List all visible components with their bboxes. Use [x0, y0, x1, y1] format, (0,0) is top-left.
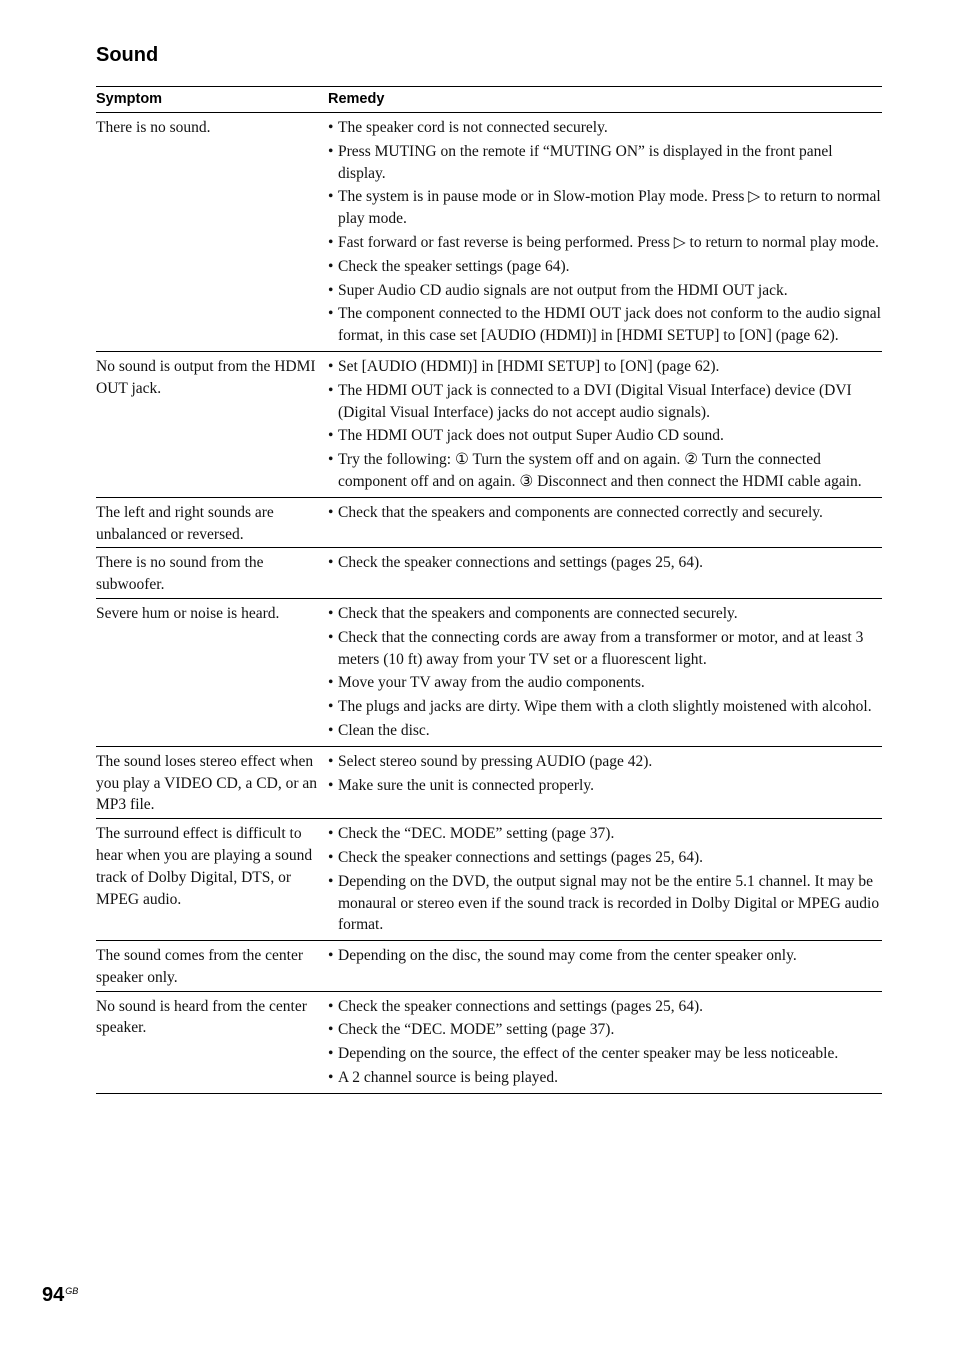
remedy-list	[328, 945, 882, 967]
remedy-cell	[328, 941, 882, 992]
symptom-cell: No sound is output from the HDMI OUT jack.	[96, 351, 328, 497]
page-number: $94^{GB}$	[42, 1284, 79, 1306]
table-body	[96, 113, 882, 1094]
remedy-list	[328, 751, 882, 797]
remedy-cell	[328, 598, 882, 746]
table-row	[96, 941, 882, 992]
symptom-cell: The left and right sounds are unbalanced or reversed.	[96, 497, 328, 548]
remedy-item: • Check the speaker connections and settings (pages 25, 64).	[328, 996, 882, 1018]
remedy-item: • Try the following: ① Turn the system off and on again. ② Turn the connected component off and on again. ③ Disconnect and then connect the HDMI cable again.	[328, 449, 882, 493]
symptom-header: Symptom	[96, 87, 328, 113]
remedy-item: • Make sure the unit is connected properly.	[328, 775, 882, 797]
remedy-header: Remedy	[328, 87, 882, 113]
remedy-list	[328, 823, 882, 936]
remedy-item: • The component connected to the HDMI OUT jack does not conform to the audio signal format, in this case set [AUDIO (HDMI)] in [HDMI SETUP] to [ON] (page 62).	[328, 303, 882, 347]
remedy-item: • Check that the speakers and components are connected securely.	[328, 603, 882, 625]
table-row	[96, 497, 882, 548]
remedy-item: • Clean the disc.	[328, 720, 882, 742]
remedy-list	[328, 117, 882, 347]
remedy-list	[328, 552, 882, 574]
remedy-item: • Check that the speakers and components are connected correctly and securely.	[328, 502, 882, 524]
remedy-cell	[328, 351, 882, 497]
remedy-item: • Check the speaker settings (page 64).	[328, 256, 882, 278]
table-row	[96, 991, 882, 1093]
remedy-item: • The plugs and jacks are dirty. Wipe them with a cloth slightly moistened with alcohol.	[328, 696, 882, 718]
remedy-item: • The speaker cord is not connected securely.	[328, 117, 882, 139]
symptom-cell: The surround effect is difficult to hear when you are playing a sound track of Dolby Digital, DTS, or MPEG audio.	[96, 819, 328, 941]
remedy-list	[328, 356, 882, 493]
symptom-cell: The sound loses stereo effect when you play a VIDEO CD, a CD, or an MP3 file.	[96, 746, 328, 818]
remedy-list	[328, 502, 882, 524]
page-suffix: GB	[65, 1286, 79, 1296]
remedy-list	[328, 603, 882, 742]
remedy-item: • Press MUTING on the remote if “MUTING ON” is displayed in the front panel display.	[328, 141, 882, 185]
remedy-item: • Move your TV away from the audio components.	[328, 672, 882, 694]
remedy-item: • Select stereo sound by pressing AUDIO (page 42).	[328, 751, 882, 773]
symptom-cell: Severe hum or noise is heard.	[96, 598, 328, 746]
table-row	[96, 746, 882, 818]
table-header-row	[96, 87, 882, 113]
remedy-cell	[328, 991, 882, 1093]
remedy-cell	[328, 819, 882, 941]
remedy-cell	[328, 746, 882, 818]
remedy-item: • Fast forward or fast reverse is being performed. Press ▷ to return to normal play mode.	[328, 232, 882, 254]
remedy-item: • Check the “DEC. MODE” setting (page 37).	[328, 823, 882, 845]
remedy-cell	[328, 113, 882, 352]
symptom-cell: The sound comes from the center speaker only.	[96, 941, 328, 992]
symptom-cell: There is no sound.	[96, 113, 328, 352]
remedy-item: • A 2 channel source is being played.	[328, 1067, 882, 1089]
table-row	[96, 819, 882, 941]
table-row	[96, 548, 882, 599]
troubleshooting-table	[96, 86, 882, 1094]
section-title: Sound	[96, 44, 159, 66]
remedy-cell	[328, 548, 882, 599]
remedy-item: • Check the “DEC. MODE” setting (page 37).	[328, 1019, 882, 1041]
remedy-cell	[328, 497, 882, 548]
remedy-item: • Depending on the disc, the sound may come from the center speaker only.	[328, 945, 882, 967]
remedy-item: • Set [AUDIO (HDMI)] in [HDMI SETUP] to [ON] (page 62).	[328, 356, 882, 378]
symptom-cell: No sound is heard from the center speaker.	[96, 991, 328, 1093]
remedy-item: • The system is in pause mode or in Slow-motion Play mode. Press ▷ to return to normal play mode.	[328, 186, 882, 230]
table-row	[96, 598, 882, 746]
remedy-item: • Check the speaker connections and settings (pages 25, 64).	[328, 552, 882, 574]
symptom-cell: There is no sound from the subwoofer.	[96, 548, 328, 599]
remedy-item: • Super Audio CD audio signals are not output from the HDMI OUT jack.	[328, 280, 882, 302]
remedy-item: • Check that the connecting cords are away from a transformer or motor, and at least 3 meters (10 ft) away from your TV set or a fluorescent light.	[328, 627, 882, 671]
remedy-item: • Depending on the source, the effect of the center speaker may be less noticeable.	[328, 1043, 882, 1065]
remedy-list	[328, 996, 882, 1089]
table-row	[96, 113, 882, 352]
remedy-item: • The HDMI OUT jack is connected to a DVI (Digital Visual Interface) device (DVI (Digital Visual Interface) jacks do not accept audio signals).	[328, 380, 882, 424]
table-row	[96, 351, 882, 497]
remedy-item: • Check the speaker connections and settings (pages 25, 64).	[328, 847, 882, 869]
remedy-item: • The HDMI OUT jack does not output Super Audio CD sound.	[328, 425, 882, 447]
remedy-item: • Depending on the DVD, the output signal may not be the entire 5.1 channel. It may be monaural or stereo even if the sound track is recorded in Dolby Digital or MPEG audio format.	[328, 871, 882, 936]
